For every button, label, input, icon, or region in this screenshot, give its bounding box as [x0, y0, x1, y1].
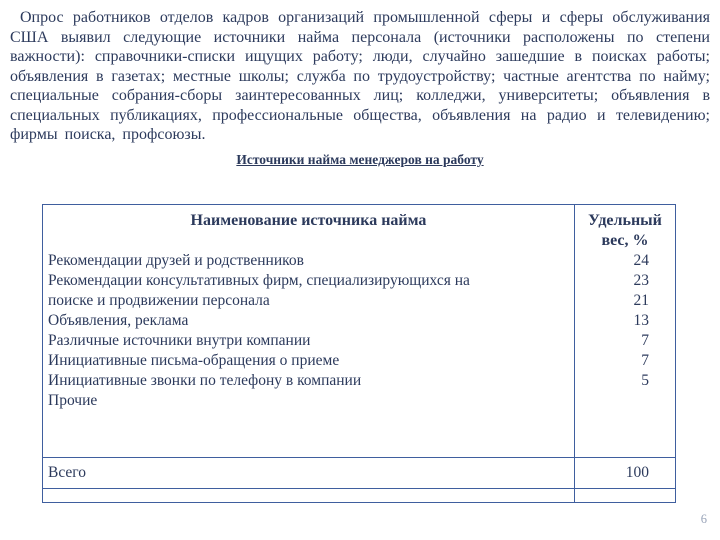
- source-line: поиске и продвижении персонала: [48, 292, 270, 309]
- source-line: Инициативные письма-обращения о приеме: [48, 352, 340, 369]
- empty-cell-value: [574, 489, 675, 502]
- table-title: Источники найма менеджеров на работу: [236, 151, 484, 167]
- source-line: Инициативные звонки по телефону в компании: [48, 372, 362, 389]
- weight-value: 7: [641, 352, 649, 369]
- empty-cell-name: [43, 489, 574, 502]
- source-line: Рекомендации консультативных фирм, специализирующихся на: [48, 272, 470, 289]
- weight-value: 21: [633, 292, 649, 309]
- page-number: 6: [700, 512, 707, 526]
- weight-value: [575, 391, 675, 411]
- empty-row: [43, 488, 675, 502]
- weight-value: 7: [641, 332, 649, 349]
- source-line: Различные источники внутри компании: [48, 332, 311, 349]
- weight-column: [574, 205, 675, 457]
- source-line: Объявления, реклама: [48, 312, 189, 329]
- total-value: 100: [574, 458, 675, 488]
- table-header-name: Наименование источника найма: [190, 212, 427, 229]
- intro-paragraph: Опрос работников отделов кадров организаций промышленной сферы и сферы обслуживания США выявил следующие источники найма персонала (источники расположены по степени важности): справочники-списки ищущих работу; люди, случайно зашедшие в поисках работы; объявления в газетах; местные школы; служба по трудоустройству; частные агентства по найму; специальные собрания-сборы заинтересованных лиц; колледжи, университеты; объявления в специальных публикациях, профессиональные общества, объявления на радио и телевидению; фирмы поиска, профсоюзы.: [10, 9, 710, 143]
- weight-value: 23: [633, 272, 649, 289]
- weight-value: 13: [633, 312, 649, 329]
- total-label: Всего: [48, 464, 87, 481]
- hiring-sources-table: [42, 204, 676, 503]
- table-header-weight: Удельный вес, %: [588, 212, 662, 249]
- total-row: [43, 457, 675, 488]
- source-line: Рекомендации друзей и родственников: [48, 252, 304, 269]
- table-body-band: [43, 205, 675, 457]
- source-line: Прочие: [48, 392, 98, 409]
- name-column: [43, 205, 574, 457]
- weight-value: 5: [641, 372, 649, 389]
- weight-value: 24: [633, 252, 649, 269]
